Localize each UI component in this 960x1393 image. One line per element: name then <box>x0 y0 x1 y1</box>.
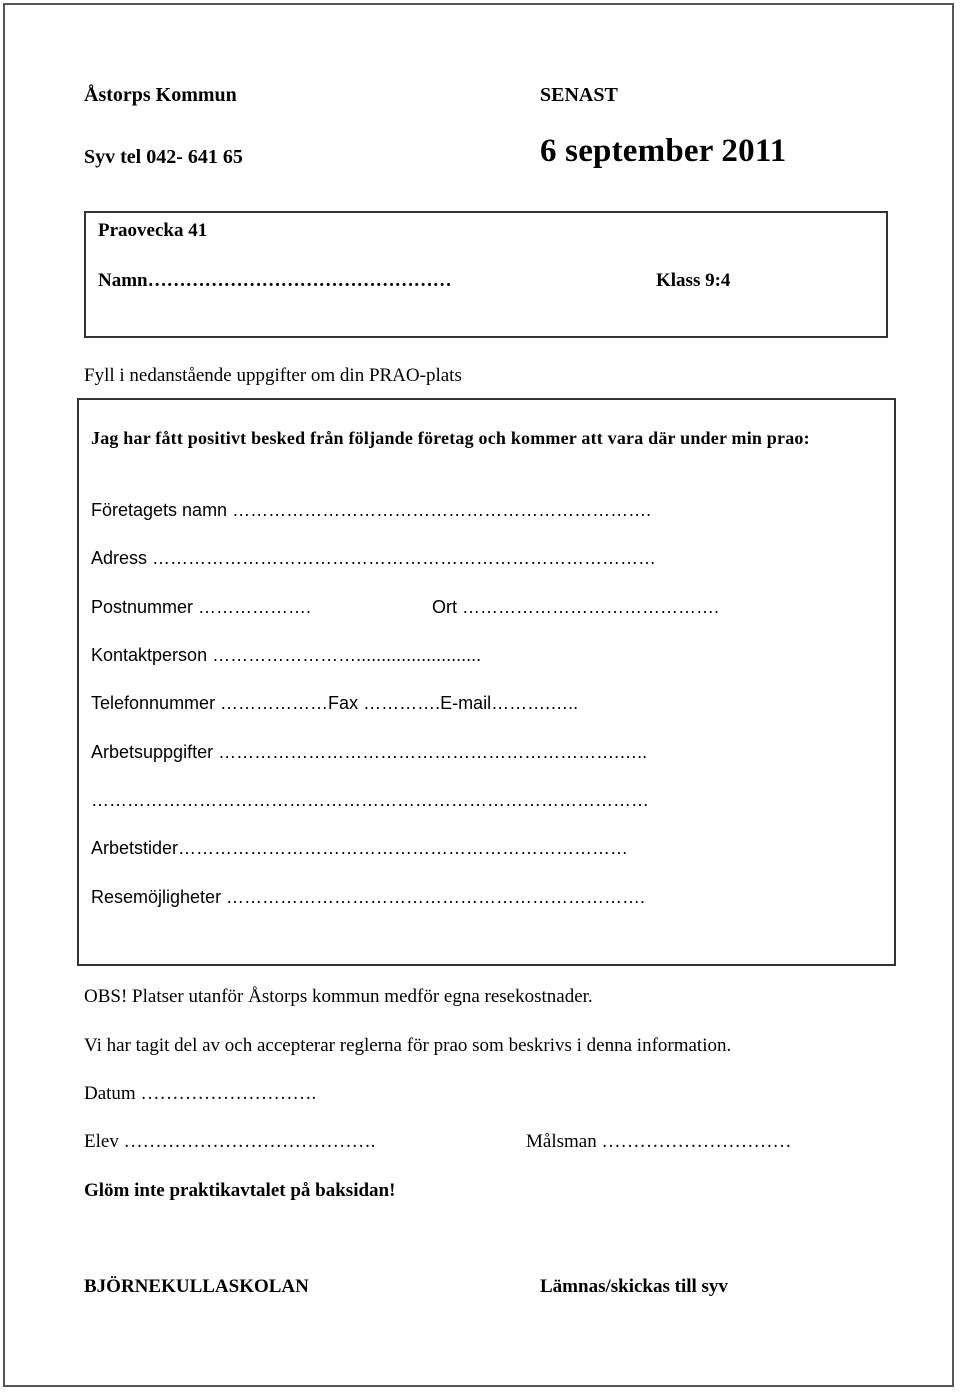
address-field[interactable]: Adress ………………………………………………………………………… <box>91 548 657 568</box>
phone-fax-email-field[interactable]: Telefonnummer ………………Fax ………….E-mail……….….. <box>91 693 579 713</box>
counselor-phone: Syv tel 042- 641 65 <box>84 146 243 168</box>
form-heading: Jag har fått positivt besked från följande företag och kommer att vara där under min prao: <box>91 428 810 448</box>
guardian-signature-field[interactable]: Målsman ………………………… <box>526 1131 792 1152</box>
working-hours-field[interactable]: Arbetstider………………………………………………………………… <box>91 838 629 858</box>
prao-week: Praovecka 41 <box>98 220 208 241</box>
deadline-label: SENAST <box>540 84 618 106</box>
work-tasks-continuation[interactable]: ………………………………………………………………………………… <box>91 790 649 810</box>
company-name-field[interactable]: Företagets namn ……………………………………………………………. <box>91 500 652 520</box>
contact-person-field[interactable]: Kontaktperson ……………………......................... <box>91 645 482 665</box>
municipality-name: Åstorps Kommun <box>84 84 237 106</box>
agreement-text: Vi har tagit del av och accepterar reglerna för prao som beskrivs i denna information. <box>84 1035 732 1056</box>
school-name: BJÖRNEKULLASKOLAN <box>84 1276 309 1297</box>
date-field[interactable]: Datum ………………………. <box>84 1083 317 1104</box>
travel-cost-notice: OBS! Platser utanför Åstorps kommun medför egna resekostnader. <box>84 986 593 1007</box>
agreement-reminder: Glöm inte praktikavtalet på baksidan! <box>84 1180 396 1201</box>
student-class: Klass 9:4 <box>656 270 731 291</box>
student-signature-field[interactable]: Elev …………………………………. <box>84 1131 376 1152</box>
company-form-box <box>77 398 896 966</box>
work-tasks-field[interactable]: Arbetsuppgifter ………………………………………………………….….. <box>91 742 648 762</box>
instruction-text: Fyll i nedanstående uppgifter om din PRAO-plats <box>84 365 462 386</box>
city-field[interactable]: Ort ……………………………………. <box>432 597 719 617</box>
student-name-field[interactable]: Namn………………………………………… <box>98 270 452 291</box>
postal-code-field[interactable]: Postnummer ………………. <box>91 597 312 617</box>
deadline-date: 6 september 2011 <box>540 133 787 169</box>
travel-options-field[interactable]: Resemöjligheter ……………………………………………………………. <box>91 887 646 907</box>
submit-instruction: Lämnas/skickas till syv <box>540 1276 728 1297</box>
